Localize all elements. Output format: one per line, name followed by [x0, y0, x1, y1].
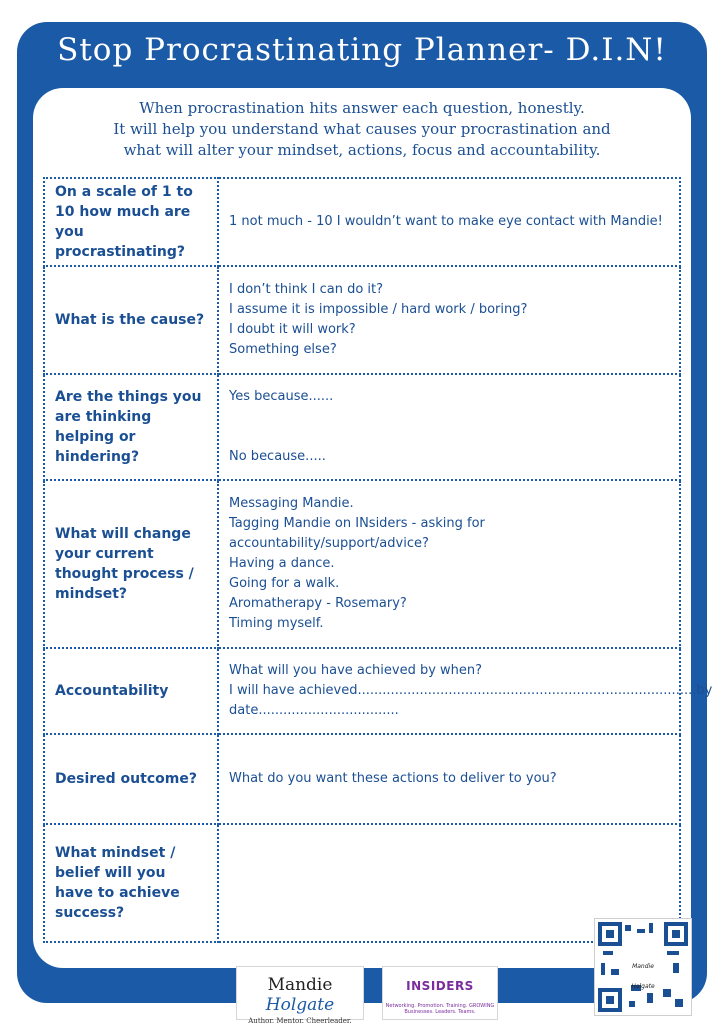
- qr-module: [603, 951, 613, 955]
- answer-cell[interactable]: [218, 480, 680, 648]
- table-row: [44, 734, 680, 824]
- answer-line: What do you want these actions to deliver to you?: [229, 771, 557, 786]
- question-cell: Desired outcome?: [44, 734, 218, 824]
- question-cell: Are the things you are thinking helping or hindering?: [44, 374, 218, 480]
- table-row: [44, 824, 680, 942]
- table-row: [44, 480, 680, 648]
- answer-line: accountability/support/advice?: [229, 536, 429, 551]
- intro-line: When procrastination hits answer each question, honestly.: [139, 99, 585, 117]
- question-cell: What will change your current thought process / mindset?: [44, 480, 218, 648]
- answer-line: I will have achieved..................................................................................by: [229, 683, 713, 698]
- answer-spacer: [229, 407, 669, 427]
- answer-line: I don’t think I can do it?: [229, 282, 384, 297]
- table-row: [44, 374, 680, 480]
- answer-line: No because.....: [229, 449, 326, 464]
- qr-module: [673, 963, 679, 973]
- qr-module: [663, 989, 671, 997]
- qr-module: [667, 951, 679, 955]
- qr-module: [649, 923, 653, 933]
- logo-name-last: Holgate: [265, 995, 335, 1015]
- answer-line: Timing myself.: [229, 616, 324, 631]
- insiders-name: INSIDERS: [406, 979, 474, 993]
- intro-line: what will alter your mindset, actions, focus and accountability.: [123, 141, 601, 159]
- answer-line: date..................................: [229, 703, 399, 718]
- question-cell: What is the cause?: [44, 266, 218, 374]
- mandie-holgate-logo: [236, 966, 364, 1025]
- answer-line: 1 not much - 10 I wouldn’t want to make eye contact with Mandie!: [229, 214, 663, 229]
- answer-line: What will you have achieved by when?: [229, 663, 483, 678]
- page-title: Stop Procrastinating Planner- D.I.N!: [57, 32, 667, 68]
- answer-line: Going for a walk.: [229, 576, 340, 591]
- qr-finder: [664, 922, 688, 946]
- question-cell: On a scale of 1 to 10 how much are you procrastinating?: [44, 178, 218, 266]
- insiders-tagline: Networking. Promotion. Training. GROWING Businesses. Leaders. Teams.: [385, 1003, 495, 1015]
- qr-finder: [598, 922, 622, 946]
- answer-line: Yes because......: [229, 389, 334, 404]
- qr-module: [611, 969, 619, 975]
- insiders-logo: [382, 966, 498, 1020]
- answer-cell[interactable]: [218, 734, 680, 824]
- answer-cell[interactable]: [218, 374, 680, 480]
- question-cell: Accountability: [44, 648, 218, 734]
- answer-line: Something else?: [229, 342, 337, 357]
- qr-center-label: Mandie Holgate: [625, 957, 661, 977]
- answer-line: Having a dance.: [229, 556, 335, 571]
- qr-code[interactable]: [594, 918, 692, 1016]
- qr-module: [637, 929, 645, 933]
- answer-line: Aromatherapy - Rosemary?: [229, 596, 407, 611]
- logo-tagline: Author. Mentor. Cheerleader.: [248, 1017, 352, 1025]
- answer-cell[interactable]: [218, 648, 713, 734]
- logo-name: [237, 975, 363, 1015]
- answer-line: I assume it is impossible / hard work / boring?: [229, 302, 528, 317]
- answer-line: Tagging Mandie on INsiders - asking for: [229, 516, 485, 531]
- answer-line: Messaging Mandie.: [229, 496, 354, 511]
- qr-finder: [598, 988, 622, 1012]
- answer-cell[interactable]: [218, 178, 680, 266]
- intro-text: [33, 98, 691, 161]
- intro-line: It will help you understand what causes your procrastination and: [113, 120, 611, 138]
- qr-module: [601, 963, 605, 975]
- table-row: [44, 648, 680, 734]
- planner-table: [43, 177, 713, 943]
- qr-module: [675, 999, 683, 1007]
- qr-module: [625, 925, 631, 931]
- answer-spacer: [229, 427, 669, 447]
- table-row: [44, 266, 680, 374]
- qr-module: [629, 1001, 635, 1007]
- answer-cell[interactable]: [218, 266, 680, 374]
- question-cell: What mindset / belief will you have to achieve success?: [44, 824, 218, 942]
- logo-name-first: Mandie: [267, 975, 333, 995]
- table-row: [44, 178, 680, 266]
- answer-line: I doubt it will work?: [229, 322, 356, 337]
